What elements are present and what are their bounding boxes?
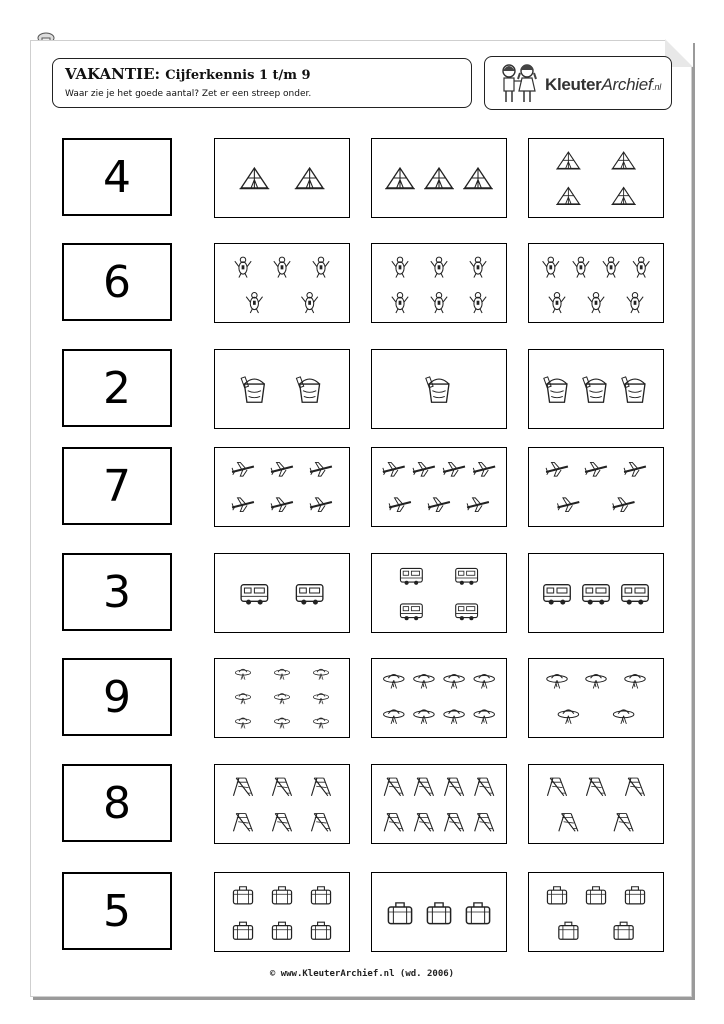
tent-icon xyxy=(611,188,636,205)
diver-icon xyxy=(633,257,649,277)
beach-chair-icon xyxy=(311,778,330,796)
diver-icon xyxy=(301,293,317,313)
sun-hat-icon xyxy=(613,710,633,724)
beach-chair-icon xyxy=(547,778,566,796)
number-box: 5 xyxy=(62,872,172,950)
diver-icon xyxy=(549,293,565,313)
diver-icon xyxy=(603,257,619,277)
picture-option-box[interactable] xyxy=(528,138,664,218)
caravan-icon xyxy=(296,585,323,605)
beach-chair-icon xyxy=(445,778,464,796)
sun-hat-icon xyxy=(235,694,250,704)
sun-hat-icon xyxy=(235,669,250,679)
diver-icon xyxy=(274,257,290,277)
sun-hat-icon xyxy=(474,710,494,724)
sun-hat-icon xyxy=(414,710,434,724)
caravan-icon xyxy=(544,585,571,605)
picture-option-box[interactable] xyxy=(528,447,664,527)
diver-icon xyxy=(392,257,408,277)
suitcase-icon xyxy=(559,922,578,939)
suitcase-icon xyxy=(311,922,330,939)
caravan-icon xyxy=(241,585,268,605)
sun-hat-icon xyxy=(547,674,567,688)
tent-icon xyxy=(556,152,581,169)
title-main: VAKANTIE: xyxy=(65,65,161,83)
picture-option-box[interactable] xyxy=(528,658,664,738)
sand-bucket-icon xyxy=(622,377,645,402)
caravan-icon xyxy=(400,568,422,584)
sun-hat-icon xyxy=(313,718,328,728)
beach-chair-icon xyxy=(384,814,403,832)
caravan-icon xyxy=(583,585,610,605)
beach-chair-icon xyxy=(475,778,494,796)
suitcase-icon xyxy=(547,887,566,904)
beach-chair-icon xyxy=(311,814,330,832)
suitcase-icon xyxy=(272,887,291,904)
sun-hat-icon xyxy=(313,694,328,704)
tent-icon xyxy=(424,168,454,189)
airplane-icon xyxy=(232,498,254,512)
airplane-icon xyxy=(443,462,465,476)
caravan-icon xyxy=(400,604,422,620)
airplane-icon xyxy=(232,462,254,476)
tent-icon xyxy=(385,168,415,189)
sun-hat-icon xyxy=(625,674,645,688)
sun-hat-icon xyxy=(384,674,404,688)
tent-icon xyxy=(295,168,325,189)
sun-hat-icon xyxy=(444,710,464,724)
picture-option-box[interactable] xyxy=(214,872,350,952)
sand-bucket-icon xyxy=(426,377,449,402)
airplane-icon xyxy=(271,498,293,512)
beach-chair-icon xyxy=(614,814,633,832)
caravan-icon xyxy=(622,585,649,605)
suitcase-icon xyxy=(233,922,252,939)
airplane-icon xyxy=(310,498,332,512)
picture-option-box[interactable] xyxy=(371,138,507,218)
airplane-icon xyxy=(383,462,405,476)
beach-chair-icon xyxy=(414,814,433,832)
number-box: 3 xyxy=(62,553,172,631)
number-box: 4 xyxy=(62,138,172,216)
sun-hat-icon xyxy=(235,718,250,728)
picture-option-box[interactable] xyxy=(371,872,507,952)
logo-panel xyxy=(484,56,672,110)
airplane-icon xyxy=(473,462,495,476)
caravan-icon xyxy=(456,604,478,620)
sun-hat-icon xyxy=(444,674,464,688)
number-box: 6 xyxy=(62,243,172,321)
logo-part2: Archief xyxy=(601,75,653,94)
sun-hat-icon xyxy=(474,674,494,688)
suitcase-icon xyxy=(388,903,411,924)
diver-icon xyxy=(235,257,251,277)
picture-option-box[interactable] xyxy=(214,658,350,738)
footer-copyright: © www.KleuterArchief.nl (wd. 2006) xyxy=(269,969,455,979)
picture-option-box[interactable] xyxy=(528,243,664,323)
picture-option-box[interactable] xyxy=(528,764,664,844)
diver-icon xyxy=(431,257,447,277)
caravan-icon xyxy=(456,568,478,584)
number-box: 9 xyxy=(62,658,172,736)
sun-hat-icon xyxy=(586,674,606,688)
beach-chair-icon xyxy=(586,778,605,796)
number-box: 7 xyxy=(62,447,172,525)
suitcase-icon xyxy=(586,887,605,904)
beach-chair-icon xyxy=(233,778,252,796)
instruction-text: Waar zie je het goede aantal? Zet er een streep onder. xyxy=(65,89,312,99)
diver-icon xyxy=(543,257,559,277)
sun-hat-icon xyxy=(313,669,328,679)
number-box: 8 xyxy=(62,764,172,842)
beach-chair-icon xyxy=(414,778,433,796)
suitcase-icon xyxy=(614,922,633,939)
sun-hat-icon xyxy=(274,669,289,679)
airplane-icon xyxy=(546,462,568,476)
picture-option-box[interactable] xyxy=(371,764,507,844)
airplane-icon xyxy=(585,462,607,476)
tent-icon xyxy=(556,188,581,205)
diver-icon xyxy=(470,257,486,277)
picture-option-box[interactable] xyxy=(214,138,350,218)
sand-bucket-icon xyxy=(296,377,319,402)
airplane-icon xyxy=(624,462,646,476)
beach-chair-icon xyxy=(272,778,291,796)
picture-option-box[interactable] xyxy=(371,553,507,633)
airplane-icon xyxy=(557,498,579,512)
diver-icon xyxy=(627,293,643,313)
picture-option-box[interactable] xyxy=(371,349,507,429)
sand-bucket-icon xyxy=(241,377,264,402)
picture-option-box[interactable] xyxy=(214,553,350,633)
sun-hat-icon xyxy=(558,710,578,724)
diver-icon xyxy=(470,293,486,313)
beach-chair-icon xyxy=(384,778,403,796)
suitcase-icon xyxy=(466,903,489,924)
picture-option-box[interactable] xyxy=(528,553,664,633)
beach-chair-icon xyxy=(559,814,578,832)
picture-option-box[interactable] xyxy=(371,243,507,323)
picture-option-box[interactable] xyxy=(214,243,350,323)
tent-icon xyxy=(239,168,269,189)
tent-icon xyxy=(463,168,493,189)
tent-icon xyxy=(611,152,636,169)
diver-icon xyxy=(573,257,589,277)
picture-option-box[interactable] xyxy=(214,349,350,429)
sand-bucket-icon xyxy=(544,377,567,402)
logo-part1: Kleuter xyxy=(545,75,602,94)
airplane-icon xyxy=(310,462,332,476)
logo-wordmark xyxy=(545,75,661,95)
picture-option-box[interactable] xyxy=(214,764,350,844)
logo-suffix: .nl xyxy=(652,82,661,92)
beach-chair-icon xyxy=(233,814,252,832)
sand-bucket-icon xyxy=(583,377,606,402)
diver-icon xyxy=(431,293,447,313)
airplane-icon xyxy=(613,498,635,512)
beach-chair-icon xyxy=(272,814,291,832)
title-sub: Cijferkennis 1 t/m 9 xyxy=(165,68,311,83)
suitcase-icon xyxy=(233,887,252,904)
sun-hat-icon xyxy=(384,710,404,724)
airplane-icon xyxy=(467,498,489,512)
sun-hat-icon xyxy=(274,718,289,728)
picture-option-box[interactable] xyxy=(528,872,664,952)
picture-option-box[interactable] xyxy=(214,447,350,527)
diver-icon xyxy=(246,293,262,313)
picture-option-box[interactable] xyxy=(528,349,664,429)
airplane-icon xyxy=(428,498,450,512)
number-box: 2 xyxy=(62,349,172,427)
diver-icon xyxy=(588,293,604,313)
beach-chair-icon xyxy=(445,814,464,832)
airplane-icon xyxy=(413,462,435,476)
airplane-icon xyxy=(389,498,411,512)
page-title xyxy=(65,65,311,83)
diver-icon xyxy=(392,293,408,313)
diver-icon xyxy=(313,257,329,277)
airplane-icon xyxy=(271,462,293,476)
suitcase-icon xyxy=(311,887,330,904)
suitcase-icon xyxy=(625,887,644,904)
beach-chair-icon xyxy=(475,814,494,832)
suitcase-icon xyxy=(427,903,450,924)
beach-chair-icon xyxy=(625,778,644,796)
sun-hat-icon xyxy=(274,694,289,704)
picture-option-box[interactable] xyxy=(371,658,507,738)
sun-hat-icon xyxy=(414,674,434,688)
suitcase-icon xyxy=(272,922,291,939)
title-panel xyxy=(52,58,472,108)
picture-option-box[interactable] xyxy=(371,447,507,527)
kids-logo-icon xyxy=(495,61,541,105)
